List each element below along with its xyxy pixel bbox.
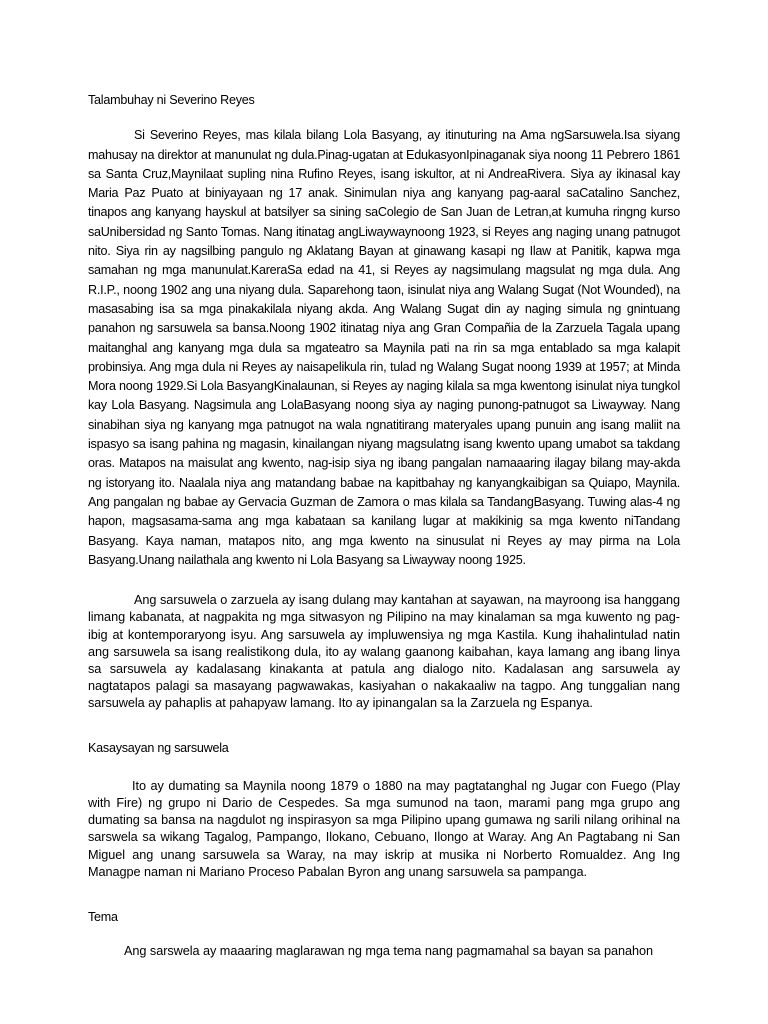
document-page bbox=[88, 91, 680, 961]
intro-paragraph: Ang sarsuwela o zarzuela ay isang dulang may kantahan at sayawan, na mayroong isa hanggang limang kabanata, at nagpakita ng mga sitwasyon ng Pilipino na may kinalaman sa mga kuwento ng pag-ibig at kontemporaryong isyu. Ang sarsuwela ay impluwensiya ng mga Kastila. Kung ihahalintulad natin ang sarsuwela sa isang realistikong dula, ito ay walang gaanong kaibahan, kaya lamang ang ibang linya sa sarsuwela ay kadalasang kinakanta at patula ang dialogo nito. Kadalasan ang sarsuwela ay nagtatapos palagi sa masayang pagwawakas, kasiyahan o nakakaaliw na tagpo. Ang tunggalian nang sarsuwela ay pahaplis at pahapyaw lamang. Ito ay ipinangalan sa la Zarzuela ng Espanya. bbox=[88, 593, 680, 711]
history-heading: Kasaysayan ng sarsuwela bbox=[88, 740, 229, 755]
bio-paragraph: Si Severino Reyes, mas kilala bilang Lola Basyang, ay itinuturing na Ama ngSarsuwela.Isa siyang mahusay na direktor at manunulat ng dula.Pinag-ugatan at EdukasyonIpinaganak siya noong 11 Pebrero 1861 sa Santa Cruz,Maynilaat supling nina Rufino Reyes, isang iskultor, at ni AndreaRivera. Siya ay ikinasal kay Maria Paz Puato at biniyayaan ng 17 anak. Sinimulan niya ang kanyang pag-aaral saCatalino Sanchez, tinapos ang kanyang hayskul at batsilyer sa sining saColegio de San Juan de Letran,at kumuha ringng kurso saUnibersidad ng Santo Tomas. Nang itinatag angLiwaywaynoong 1923, si Reyes ang naging unang patnugot nito. Siya rin ay nagsilbing pangulo ng Aklatang Bayan at ginawang kasapi ng Ilaw at Panitik, kapwa mga samahan ng mga manunulat.KareraSa edad na 41, si Reyes ay nagsimulang magsulat ng mga dula. Ang R.I.P., noong 1902 ang una niyang dula. Saparehong taon, isinulat niya ang Walang Sugat (Not Wounded), na masasabing isa sa mga pinakakilala niyang akda. Ang Walang Sugat din ay naging simula ng gnintuang panahon ng sarsuwela sa bansa.Noong 1902 itinatag niya ang Gran Compañia de la Zarzuela Tagala upang maitanghal ang kanyang mga dula sa mgateatro sa Maynila pati na rin sa mga entablado sa mga kalapit probinsiya. Ang mga dula ni Reyes ay naisapelikula rin, tulad ng Walang Sugat noong 1939 at 1957; at Minda Mora noong 1929.Si Lola BasyangKinalaunan, si Reyes ay naging kilala sa mga kwentong isinulat niya tungkol kay Lola Basyang. Nagsimula ang LolaBasyang noong siya ay naging punong-patnugot sa Liwayway. Nang sinabihan siya ng kanyang mga patnugot na wala ngnatitirang materyales upang punuin ang isang maliit na ispasyo sa isang pahina ng magasin, kinailangan niyang magsulatng isang kwento upang umabot sa takdang oras. Matapos na maisulat ang kwento, nag-isip siya ng ibang pangalan namaaaring ilagay bilang may-akda ng istoryang ito. Naalala niya ang matandang babae na kapitbahay ng kanyangkaibigan sa Quiapo, Maynila. Ang pangalan ng babae ay Gervacia Guzman de Zamora o mas kilala sa TandangBasyang. Tuwing alas-4 ng hapon, magsasama-sama ang mga kabataan sa kanilang lugar at makikinig sa mga kwento niTandang Basyang. Kaya naman, matapos nito, ang mga kwento na sinusulat ni Reyes ay may pirma na Lola Basyang.Unang nailathala ang kwento ni Lola Basyang sa Liwayway noong 1925. bbox=[88, 128, 680, 567]
theme-heading: Tema bbox=[88, 910, 118, 925]
document-title: Talambuhay ni Severino Reyes bbox=[88, 93, 255, 107]
theme-paragraph: Ang sarswela ay maaaring maglarawan ng mga tema nang pagmamahal sa bayan sa panahon bbox=[124, 944, 654, 959]
history-paragraph: Ito ay dumating sa Maynila noong 1879 o 1880 na may pagtatanghal ng Jugar con Fuego (Play with Fire) ng grupo ni Dario de Cespedes. Sa mga sumunod na taon, marami pang mga grupo ang dumating sa bansa na nagdulot ng inspirasyon sa mga Pilipino upang gumawa ng sarili nilang orihinal na sarswela sa wikang Tagalog, Pampango, Ilokano, Cebuano, Ilongo at Waray. Ang An Pagtabang ni San Miguel ang unang sarsuwela sa Waray, na may iskrip at musika ni Norberto Romualdez. Ang Ing Managpe naman ni Mariano Proceso Pabalan Byron ang unang sarsuwela sa pampanga. bbox=[88, 778, 680, 879]
